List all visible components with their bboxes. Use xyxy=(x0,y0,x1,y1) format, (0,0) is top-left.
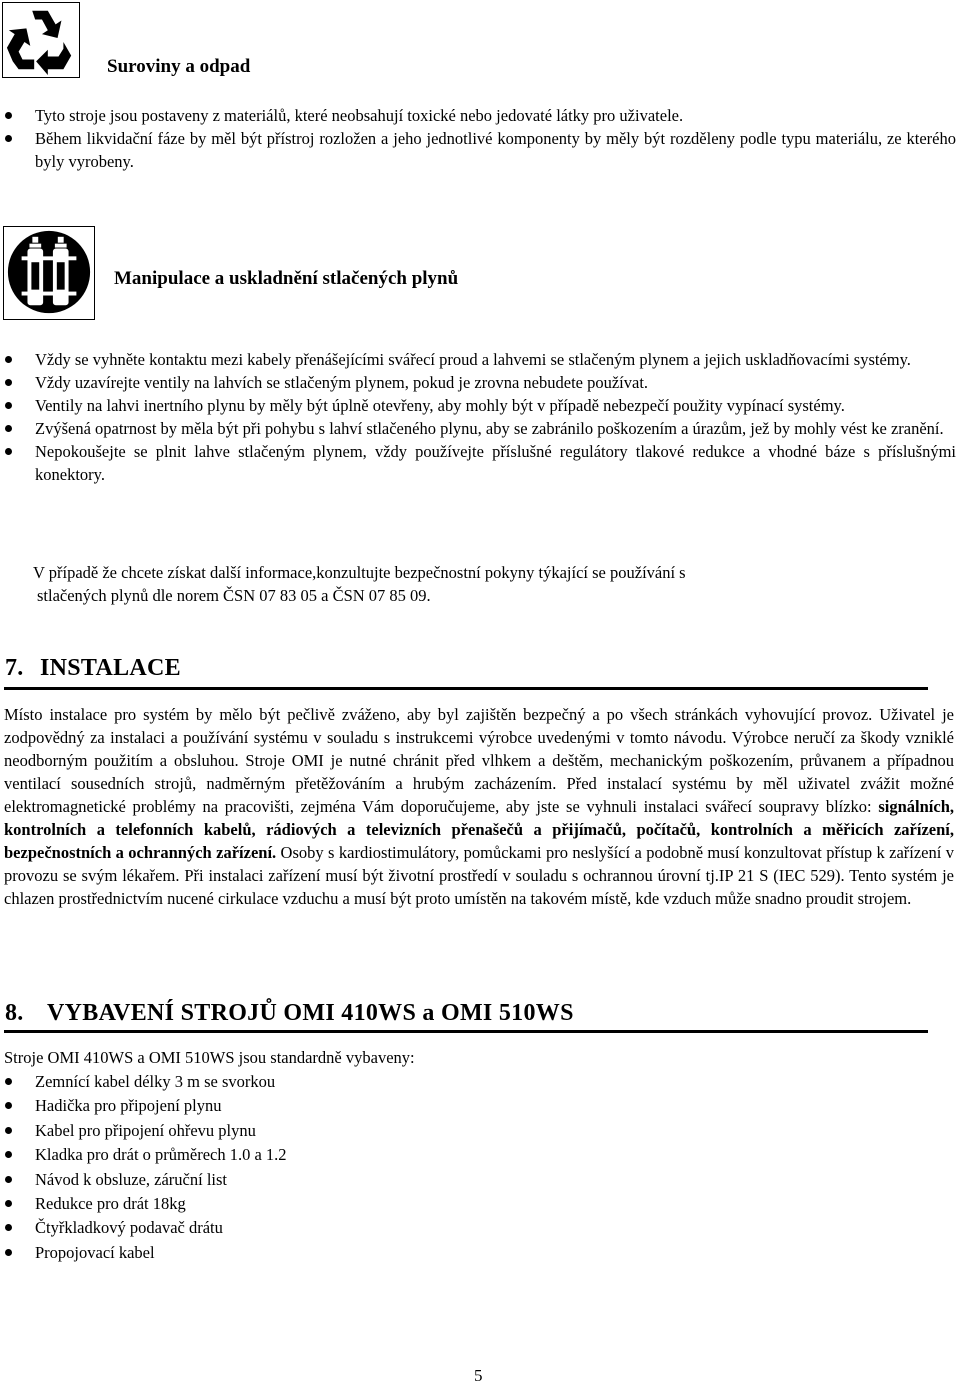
gas-note-line-1: V případě že chcete získat další informace,konzultujte bezpečnostní pokyny týkající se používání s xyxy=(33,563,686,582)
section-7-number: 7. xyxy=(5,655,24,681)
list-item xyxy=(0,348,956,371)
section-7-text-a: Místo instalace pro systém by mělo být pečlivě zváženo, aby byl zajištěn bezpečný a po všech stránkách vyhovující provoz. Uživatel je zodpovědný za instalaci a používání systému v souladu s instrukcemi výrobce uvedenými v tomto návodu. Výrobce neručí za škody vzniklé neodborným použitím a obsluhou. Stroje OMI je nutné chránit před vlhkem a deštěm, mechanickým poškozením, průvanem a případnou ventilací sousedních strojů, nadměrným přetěžováním a hrubým zacházením. Před instalací systému by měl uživatel zvážit možné elektromagnetické problémy na pracovišti, zejména Vám doporučujeme, aby jste se vyhnuli instalaci svářecí soupravy blízko: xyxy=(4,705,954,816)
list-item xyxy=(0,440,956,486)
list-item xyxy=(0,104,960,127)
section-7-text-bold: signálních, kontrolních a telefonních kabelů, rádiových a televizních přenašečů a přijímačů, počítačů, kontrolních a měřicích zařízení, bezpečnostních a ochranných zařízení. xyxy=(4,797,954,862)
recycling-list xyxy=(0,104,960,173)
list-item-text: Návod k obsluze, záruční list xyxy=(35,1169,227,1189)
list-item-text: Čtyřkladkový podavač drátu xyxy=(35,1218,223,1238)
list-item-text: Nepokoušejte se plnit lahve stlačeným plynem, vždy používejte příslušné regulátory tlakové redukce a vhodné báze s příslušnými konektory. xyxy=(35,442,956,484)
page-number: 5 xyxy=(474,1366,483,1385)
gas-list xyxy=(0,348,956,486)
list-item xyxy=(0,127,960,173)
gas-cylinder-icon xyxy=(3,226,95,320)
list-item-text: Hadička pro připojení plynu xyxy=(35,1096,222,1116)
list-item xyxy=(0,1192,960,1216)
list-item-text: Redukce pro drát 18kg xyxy=(35,1194,186,1214)
list-item xyxy=(0,1094,960,1118)
list-item xyxy=(0,1216,960,1240)
list-item-text: Propojovací kabel xyxy=(35,1242,155,1262)
list-item xyxy=(0,1070,960,1094)
section-8-rule xyxy=(4,1030,928,1033)
gas-cylinder-icon-graphic xyxy=(4,227,94,319)
gas-title: Manipulace a uskladnění stlačených plynů xyxy=(114,268,459,289)
list-item xyxy=(0,417,956,440)
list-item xyxy=(0,1241,960,1265)
equipment-list xyxy=(0,1070,960,1265)
section-7-text-b: Osoby s kardiostimulátory, pomůckami pro neslyšící a podobně musí konzultovat přístup k zařízení v provozu se svým lékařem. Při instalaci zařízení musí být životní prostředí v souladu s ochrannou úrovní tj.IP 21 S (IEC 529). Tento systém je chlazen prostřednictvím nucené cirkulace vzduchu a musí být proto umístěn na takovém místě, kde vzduch může snadno proudit strojem. xyxy=(4,843,954,908)
list-item-text: Ventily na lahvi inertního plynu by měly být úplně otevřeny, aby mohly být v případě nebezpečí použity vypínací systémy. xyxy=(35,396,845,415)
list-item-text: Vždy se vyhněte kontaktu mezi kabely přenášejícími svářecí proud a lahvemi se stlačeným plynem a jejich uskladňovacími systémy. xyxy=(35,350,911,369)
section-8-number: 8. xyxy=(5,1000,24,1026)
section-7-paragraph xyxy=(4,703,954,910)
section-7-title: INSTALACE xyxy=(40,655,181,681)
section-8-title: VYBAVENÍ STROJŮ OMI 410WS a OMI 510WS xyxy=(47,1000,574,1026)
list-item xyxy=(0,1119,960,1143)
section-7-rule xyxy=(4,687,928,690)
list-item xyxy=(0,394,956,417)
recycling-icon-graphic xyxy=(3,3,79,77)
list-item-text: Kladka pro drát o průměrech 1.0 a 1.2 xyxy=(35,1145,287,1165)
list-item xyxy=(0,1143,960,1167)
list-item-text: Kabel pro připojení ohřevu plynu xyxy=(35,1120,256,1140)
list-item-text: Vždy uzavírejte ventily na lahvích se stlačeným plynem, pokud je zrovna nebudete používat. xyxy=(35,373,649,392)
section-8-intro: Stroje OMI 410WS a OMI 510WS jsou standardně vybaveny: xyxy=(4,1048,415,1067)
recycling-icon xyxy=(2,2,80,78)
list-item-text: Zvýšená opatrnost by měla být při pohybu s lahví stlačeného plynu, aby se zabránilo poškozením a úrazům, jež by mohly vést ke zranění. xyxy=(35,419,944,438)
list-item-text: Během likvidační fáze by měl být přístroj rozložen a jeho jednotlivé komponenty by měly být rozděleny podle typu materiálu, ze kterého byly vyrobeny. xyxy=(35,129,956,171)
list-item-text: Zemnící kabel délky 3 m se svorkou xyxy=(35,1072,276,1091)
gas-note-line-2: stlačených plynů dle norem ČSN 07 83 05 a ČSN 07 85 09. xyxy=(37,586,431,605)
list-item xyxy=(0,371,956,394)
recycling-title: Suroviny a odpad xyxy=(107,56,251,77)
list-item-text: Tyto stroje jsou postaveny z materiálů, které neobsahují toxické nebo jedovaté látky pro uživatele. xyxy=(35,106,684,125)
list-item xyxy=(0,1168,960,1192)
